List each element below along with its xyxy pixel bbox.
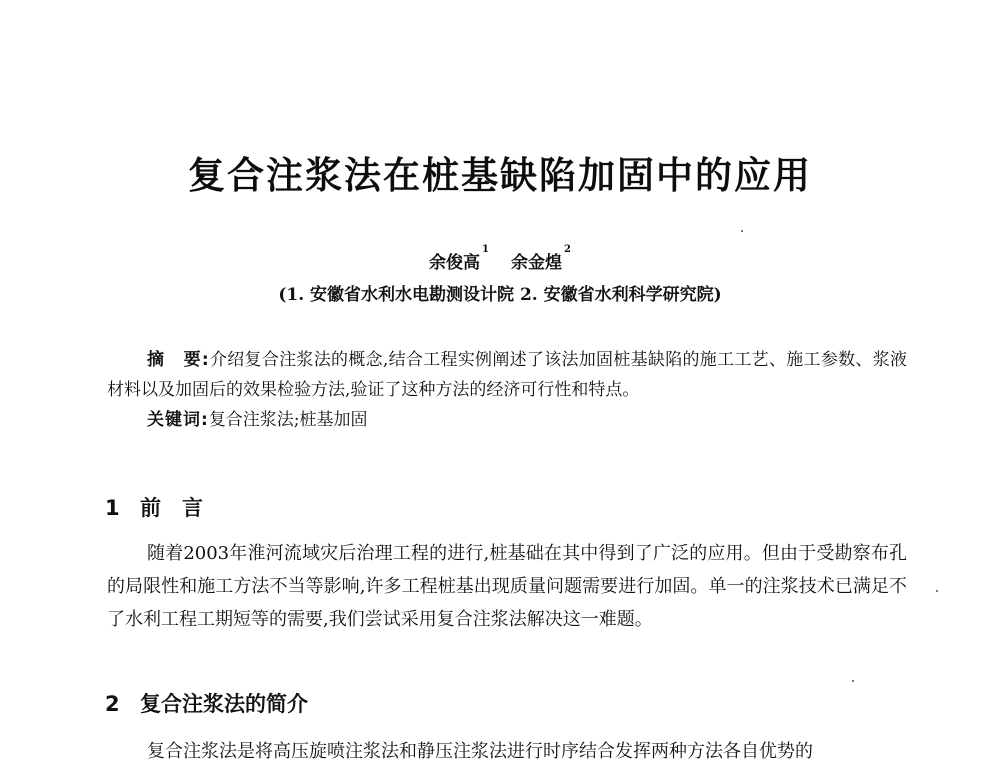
section-heading: [105, 492, 203, 522]
section-title: 复合注浆法的简介: [140, 692, 308, 716]
section-number: 1: [105, 496, 120, 520]
author-name: 余金煌: [511, 253, 562, 273]
author-line: [0, 244, 1000, 273]
scan-speck: [936, 590, 938, 592]
section-title: 前 言: [140, 496, 203, 520]
keywords-text: 复合注浆法;桩基加固: [208, 410, 368, 430]
abstract-text: 介绍复合注浆法的概念,结合工程实例阐述了该法加固桩基缺陷的施工工艺、施工参数、浆液材料以及加固后的效果检验方法,验证了这种方法的经济可行性和特点。: [107, 350, 907, 400]
keywords: 关键词:复合注浆法;桩基加固: [147, 410, 368, 430]
scan-speck: [852, 680, 854, 682]
section-heading: [105, 688, 308, 718]
author-affiliation-mark: 2: [564, 244, 571, 255]
section-paragraph: 复合注浆法是将高压旋喷注浆法和静压注浆法进行时序结合发挥两种方法各自优势的: [147, 741, 813, 762]
author-affiliation-mark: 1: [482, 244, 489, 255]
affiliation-line: (1. 安徽省水利水电勘测设计院 2. 安徽省水利科学研究院): [278, 285, 722, 305]
keywords-label: 关键词: [147, 410, 201, 430]
author-name: 余俊高: [429, 253, 481, 273]
paper-title: 复合注浆法在桩基缺陷加固中的应用: [188, 154, 812, 197]
abstract: 摘 要:介绍复合注浆法的概念,结合工程实例阐述了该法加固桩基缺陷的施工工艺、施工参数、浆液材料以及加固后的效果检验方法,验证了这种方法的经济可行性和特点。: [107, 350, 907, 400]
scan-speck: [741, 230, 743, 232]
abstract-label: 摘 要: [147, 350, 202, 370]
section-paragraph: 随着2003年淮河流域灾后治理工程的进行,桩基础在其中得到了广泛的应用。但由于受勘察布孔的局限性和施工方法不当等影响,许多工程桩基出现质量问题需要进行加固。单一的注浆技术已满足不了水利工程工期短等的需要,我们尝试采用复合注浆法解决这一难题。: [107, 543, 907, 630]
section-number: 2: [105, 692, 120, 716]
